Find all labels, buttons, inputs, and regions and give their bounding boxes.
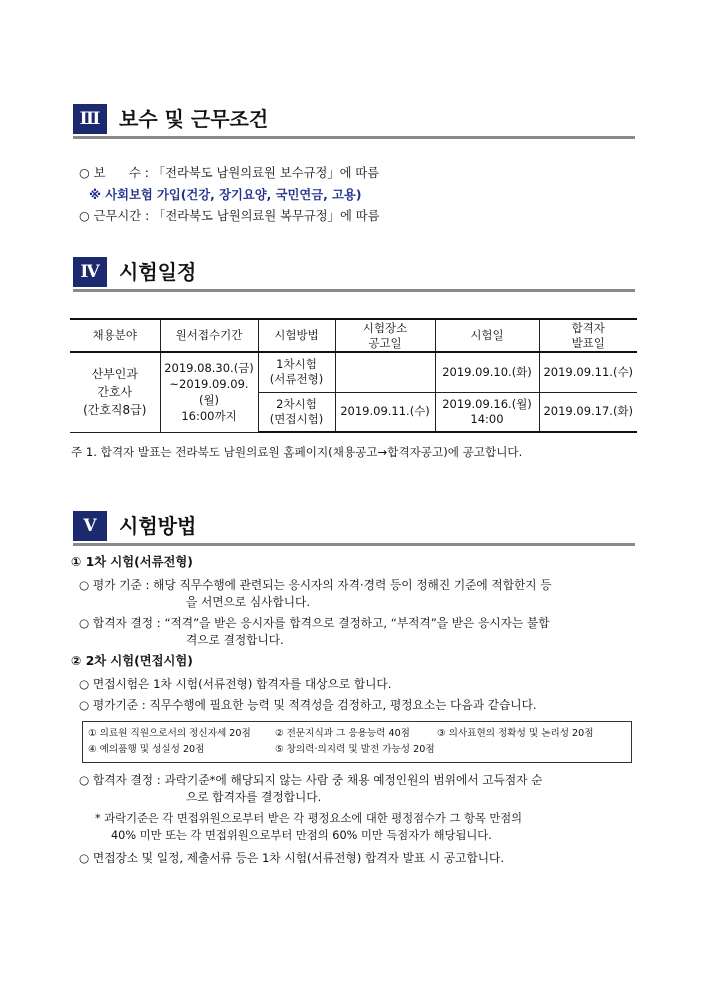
section-divider [73, 136, 635, 139]
step1-decision-line1: ○ 합격자 결정 : “적격”을 받은 응시자를 합격으로 결정하고, “부적격”을 받은 응시자는 불합 [79, 616, 550, 630]
cutoff-footnote-line1: * 과락기준은 각 면접위원으로부터 받은 각 평정요소에 대한 평정점수가 그 항목 만점의 [95, 812, 523, 825]
header-period: 원서접수기간 [160, 319, 258, 352]
section-3-title: 보수 및 근무조건 [119, 107, 269, 131]
criterion-item: ⑤ 창의력·의지력 및 발전 가능성 20점 [275, 744, 435, 755]
evaluation-criteria-box [82, 721, 632, 763]
section-4-number: Ⅳ [73, 257, 107, 287]
step2-decision-line1: ○ 합격자 결정 : 과락기준*에 해당되지 않는 사람 중 채용 예정인원의 범위에서 고득점자 순 [79, 773, 543, 787]
criterion-item: ① 의료원 직원으로서의 정신자세 20점 [88, 728, 251, 739]
step2-decision-line2: 으로 합격자를 결정합니다. [186, 790, 322, 804]
section-3-header [73, 104, 635, 138]
section-5-title: 시험방법 [119, 514, 197, 538]
step1-decision-line2: 격으로 결정합니다. [186, 633, 284, 647]
result-date-cell: 2019.09.11.(수) [539, 352, 637, 392]
section-divider [73, 543, 635, 546]
step2-target-line: ○ 면접시험은 1차 시험(서류전형) 합격자를 대상으로 합니다. [79, 677, 392, 691]
header-field: 채용분야 [70, 319, 160, 352]
criterion-item: ② 전문지식과 그 응용능력 40점 [275, 728, 410, 739]
step1-criteria-line1: ○ 평가 기준 : 해당 직무수행에 관련되는 응시자의 자격·경력 등이 정해진 기준에 적합한지 등 [79, 578, 552, 592]
header-exam-date: 시험일 [435, 319, 539, 352]
exam-date-cell: 2019.09.16.(월) 14:00 [435, 392, 539, 432]
criterion-item: ③ 의사표현의 정확성 및 논리성 20점 [437, 728, 594, 739]
step2-heading: ② 2차 시험(면접시험) [71, 654, 193, 668]
step2-criteria-line: ○ 평가기준 : 직무수행에 필요한 능력 및 적격성을 검정하고, 평정요소는 다음과 같습니다. [79, 698, 537, 712]
header-result-date: 합격자 발표일 [539, 319, 637, 352]
section-3-number: Ⅲ [73, 104, 107, 134]
exam-date-cell: 2019.09.10.(화) [435, 352, 539, 392]
section-5-header [73, 511, 635, 545]
period-cell: 2019.08.30.(금) ~2019.09.09.(월) 16:00까지 [160, 352, 258, 432]
step1-heading: ① 1차 시험(서류전형) [71, 555, 193, 569]
interview-schedule-line: ○ 면접장소 및 일정, 제출서류 등은 1차 시험(서류전형) 합격자 발표 시 공고합니다. [79, 851, 505, 865]
step1-criteria-line2: 을 서면으로 심사합니다. [186, 595, 311, 609]
notice-cell: 2019.09.11.(수) [335, 392, 435, 432]
notice-cell [335, 352, 435, 392]
field-cell: 산부인과 간호사 (간호직8급) [70, 352, 160, 432]
section-5-number: Ⅴ [73, 511, 107, 541]
method-cell: 2차시험 (면접시험) [258, 392, 335, 432]
work-hours-line: ○ 근무시간 : 「전라북도 남원의료원 복무규정」에 따름 [79, 209, 380, 223]
exam-schedule-table [70, 318, 637, 433]
result-date-cell: 2019.09.17.(화) [539, 392, 637, 432]
section-4-title: 시험일정 [119, 260, 197, 284]
pay-line: ○ 보 수 : 「전라북도 남원의료원 보수규정」에 따름 [79, 166, 380, 180]
method-cell: 1차시험 (서류전형) [258, 352, 335, 392]
table-header-row [70, 319, 637, 352]
section-4-header [73, 257, 635, 291]
section-divider [73, 289, 635, 292]
header-method: 시험방법 [258, 319, 335, 352]
cutoff-footnote-line2: 40% 미만 또는 각 면접위원으로부터 만점의 60% 미만 득점자가 해당됩니다. [111, 829, 492, 842]
table-row [70, 352, 637, 392]
schedule-note: 주 1. 합격자 발표는 전라북도 남원의료원 홈페이지(채용공고→합격자공고)에 공고합니다. [71, 445, 523, 459]
insurance-note: ※ 사회보험 가입(건강, 장기요양, 국민연금, 고용) [89, 188, 362, 202]
header-notice: 시험장소 공고일 [335, 319, 435, 352]
criterion-item: ④ 예의품행 및 성실성 20점 [88, 744, 205, 755]
